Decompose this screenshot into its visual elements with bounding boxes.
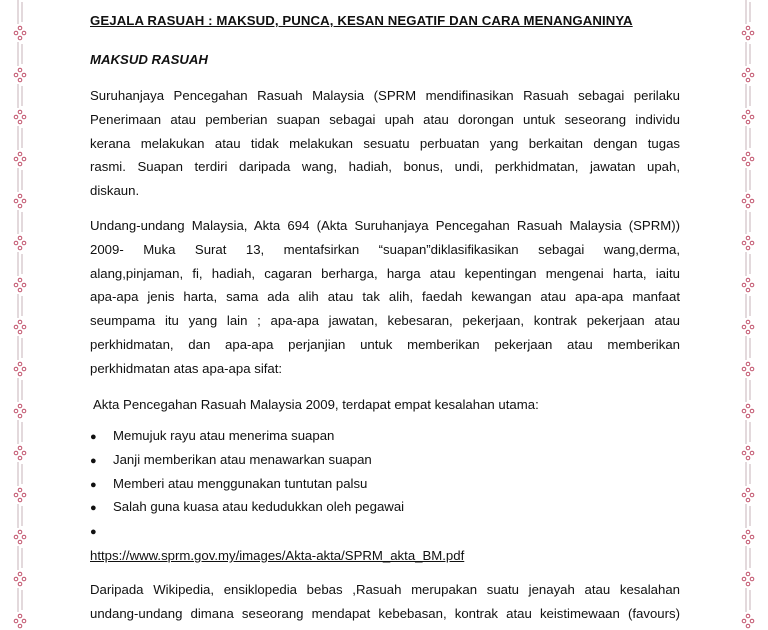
paragraph-line: Daripada Wikipedia, ensiklopedia bebas ,Rasuah merupakan suatu jenayah atau kesalahan: [90, 582, 680, 597]
border-motif-icon: [738, 0, 758, 42]
list-item-text: Memberi atau menggunakan tuntutan palsu: [113, 475, 368, 491]
paragraph-line: rasmi. Suapan terdiri daripada wang, hadiah, bonus, undi, perkhidmatan, jawatan upah,: [90, 159, 680, 175]
bullet-icon: ●: [90, 502, 97, 515]
border-motif-icon: [738, 420, 758, 462]
border-motif-icon: [738, 462, 758, 504]
document-title: GEJALA RASUAH : MAKSUD, PUNCA, KESAN NEGATIF DAN CARA MENANGANINYA: [90, 13, 633, 28]
border-motif-icon: [738, 336, 758, 378]
paragraph-line: perkhidmatan, dan apa-apa perjanjian untuk memberikan pekerjaan atau memberikan: [90, 336, 680, 352]
paragraph-line: apa-apa jenis harta, sama ada alih atau tak alih, faedah kewangan atau apa-apa manfaat: [90, 289, 680, 305]
border-motif-icon: [10, 84, 30, 126]
list-intro: Akta Pencegahan Rasuah Malaysia 2009, terdapat empat kesalahan utama:: [93, 397, 539, 412]
paragraph-wikipedia: [90, 578, 680, 626]
border-motif-icon: [738, 378, 758, 420]
bullet-icon: ●: [90, 478, 97, 491]
border-motif-icon: [10, 42, 30, 84]
border-motif-icon: [738, 252, 758, 294]
paragraph-line: perkhidmatan atas apa-apa sifat:: [90, 360, 283, 376]
border-motif-icon: [10, 588, 30, 630]
border-motif-icon: [738, 210, 758, 252]
bullet-icon: ●: [90, 454, 97, 467]
decorative-border-right: [738, 0, 758, 630]
sprm-act-link[interactable]: https://www.sprm.gov.my/images/Akta-akta/SPRM_akta_BM.pdf: [90, 548, 465, 563]
paragraph-definition: [90, 84, 680, 203]
paragraph-line: seumpama itu yang lain ; apa-apa jawatan, kebesaran, pekerjaan, kontrak pekerjaan atau: [90, 313, 680, 329]
border-motif-icon: [738, 294, 758, 336]
bullet-icon: ●: [90, 431, 97, 443]
list-item-text: Janji memberikan atau menawarkan suapan: [113, 451, 372, 467]
border-motif-icon: [738, 588, 758, 630]
border-motif-icon: [10, 252, 30, 294]
paragraph-line: Penerimaan atau pemberian suapan sebagai upah atau dorongan untuk seseorang individu: [90, 111, 680, 127]
border-motif-icon: [738, 546, 758, 588]
paragraph-line: Undang-undang Malaysia, Akta 694 (Akta Suruhanjaya Pencegahan Rasuah Malaysia (SPRM)): [90, 218, 680, 233]
border-motif-icon: [10, 0, 30, 42]
border-motif-icon: [10, 126, 30, 168]
paragraph-act-694: [90, 214, 680, 381]
border-motif-icon: [738, 126, 758, 168]
paragraph-line: alang,pinjaman, fi, hadiah, cagaran berharga, harga atau kepentingan mengenai harta, iaitu: [90, 265, 680, 281]
paragraph-line: Suruhanjaya Pencegahan Rasuah Malaysia (SPRM mendifinasikan Rasuah sebagai perilaku: [90, 88, 680, 103]
border-motif-icon: [10, 210, 30, 252]
paragraph-line: diskaun.: [90, 183, 140, 199]
list-item-text: Salah guna kuasa atau kedudukkan oleh pegawai: [113, 499, 405, 515]
border-motif-icon: [10, 420, 30, 462]
border-motif-icon: [10, 504, 30, 546]
border-motif-icon: [10, 294, 30, 336]
border-motif-icon: [10, 378, 30, 420]
border-motif-icon: [738, 168, 758, 210]
section-heading: MAKSUD RASUAH: [90, 52, 208, 67]
border-motif-icon: [10, 168, 30, 210]
border-motif-icon: [10, 462, 30, 504]
border-motif-icon: [738, 504, 758, 546]
decorative-border-left: [10, 0, 30, 630]
paragraph-line: undang-undang dimana seseorang mendapat kebebasan, kontrak atau keistimewaan (favours): [90, 605, 680, 621]
paragraph-line: 2009- Muka Surat 13, mentafsirkan “suapan”diklasifikasikan sebagai wang,derma,: [90, 241, 680, 257]
border-motif-icon: [738, 84, 758, 126]
list-item-text: Memujuk rayu atau menerima suapan: [113, 428, 335, 443]
border-motif-icon: [10, 546, 30, 588]
bullet-icon: ●: [90, 526, 97, 539]
border-motif-icon: [10, 336, 30, 378]
border-motif-icon: [738, 42, 758, 84]
paragraph-line: kerana melakukan atau tidak melakukan sesuatu perbuatan yang berkaitan dengan tugas: [90, 135, 680, 151]
